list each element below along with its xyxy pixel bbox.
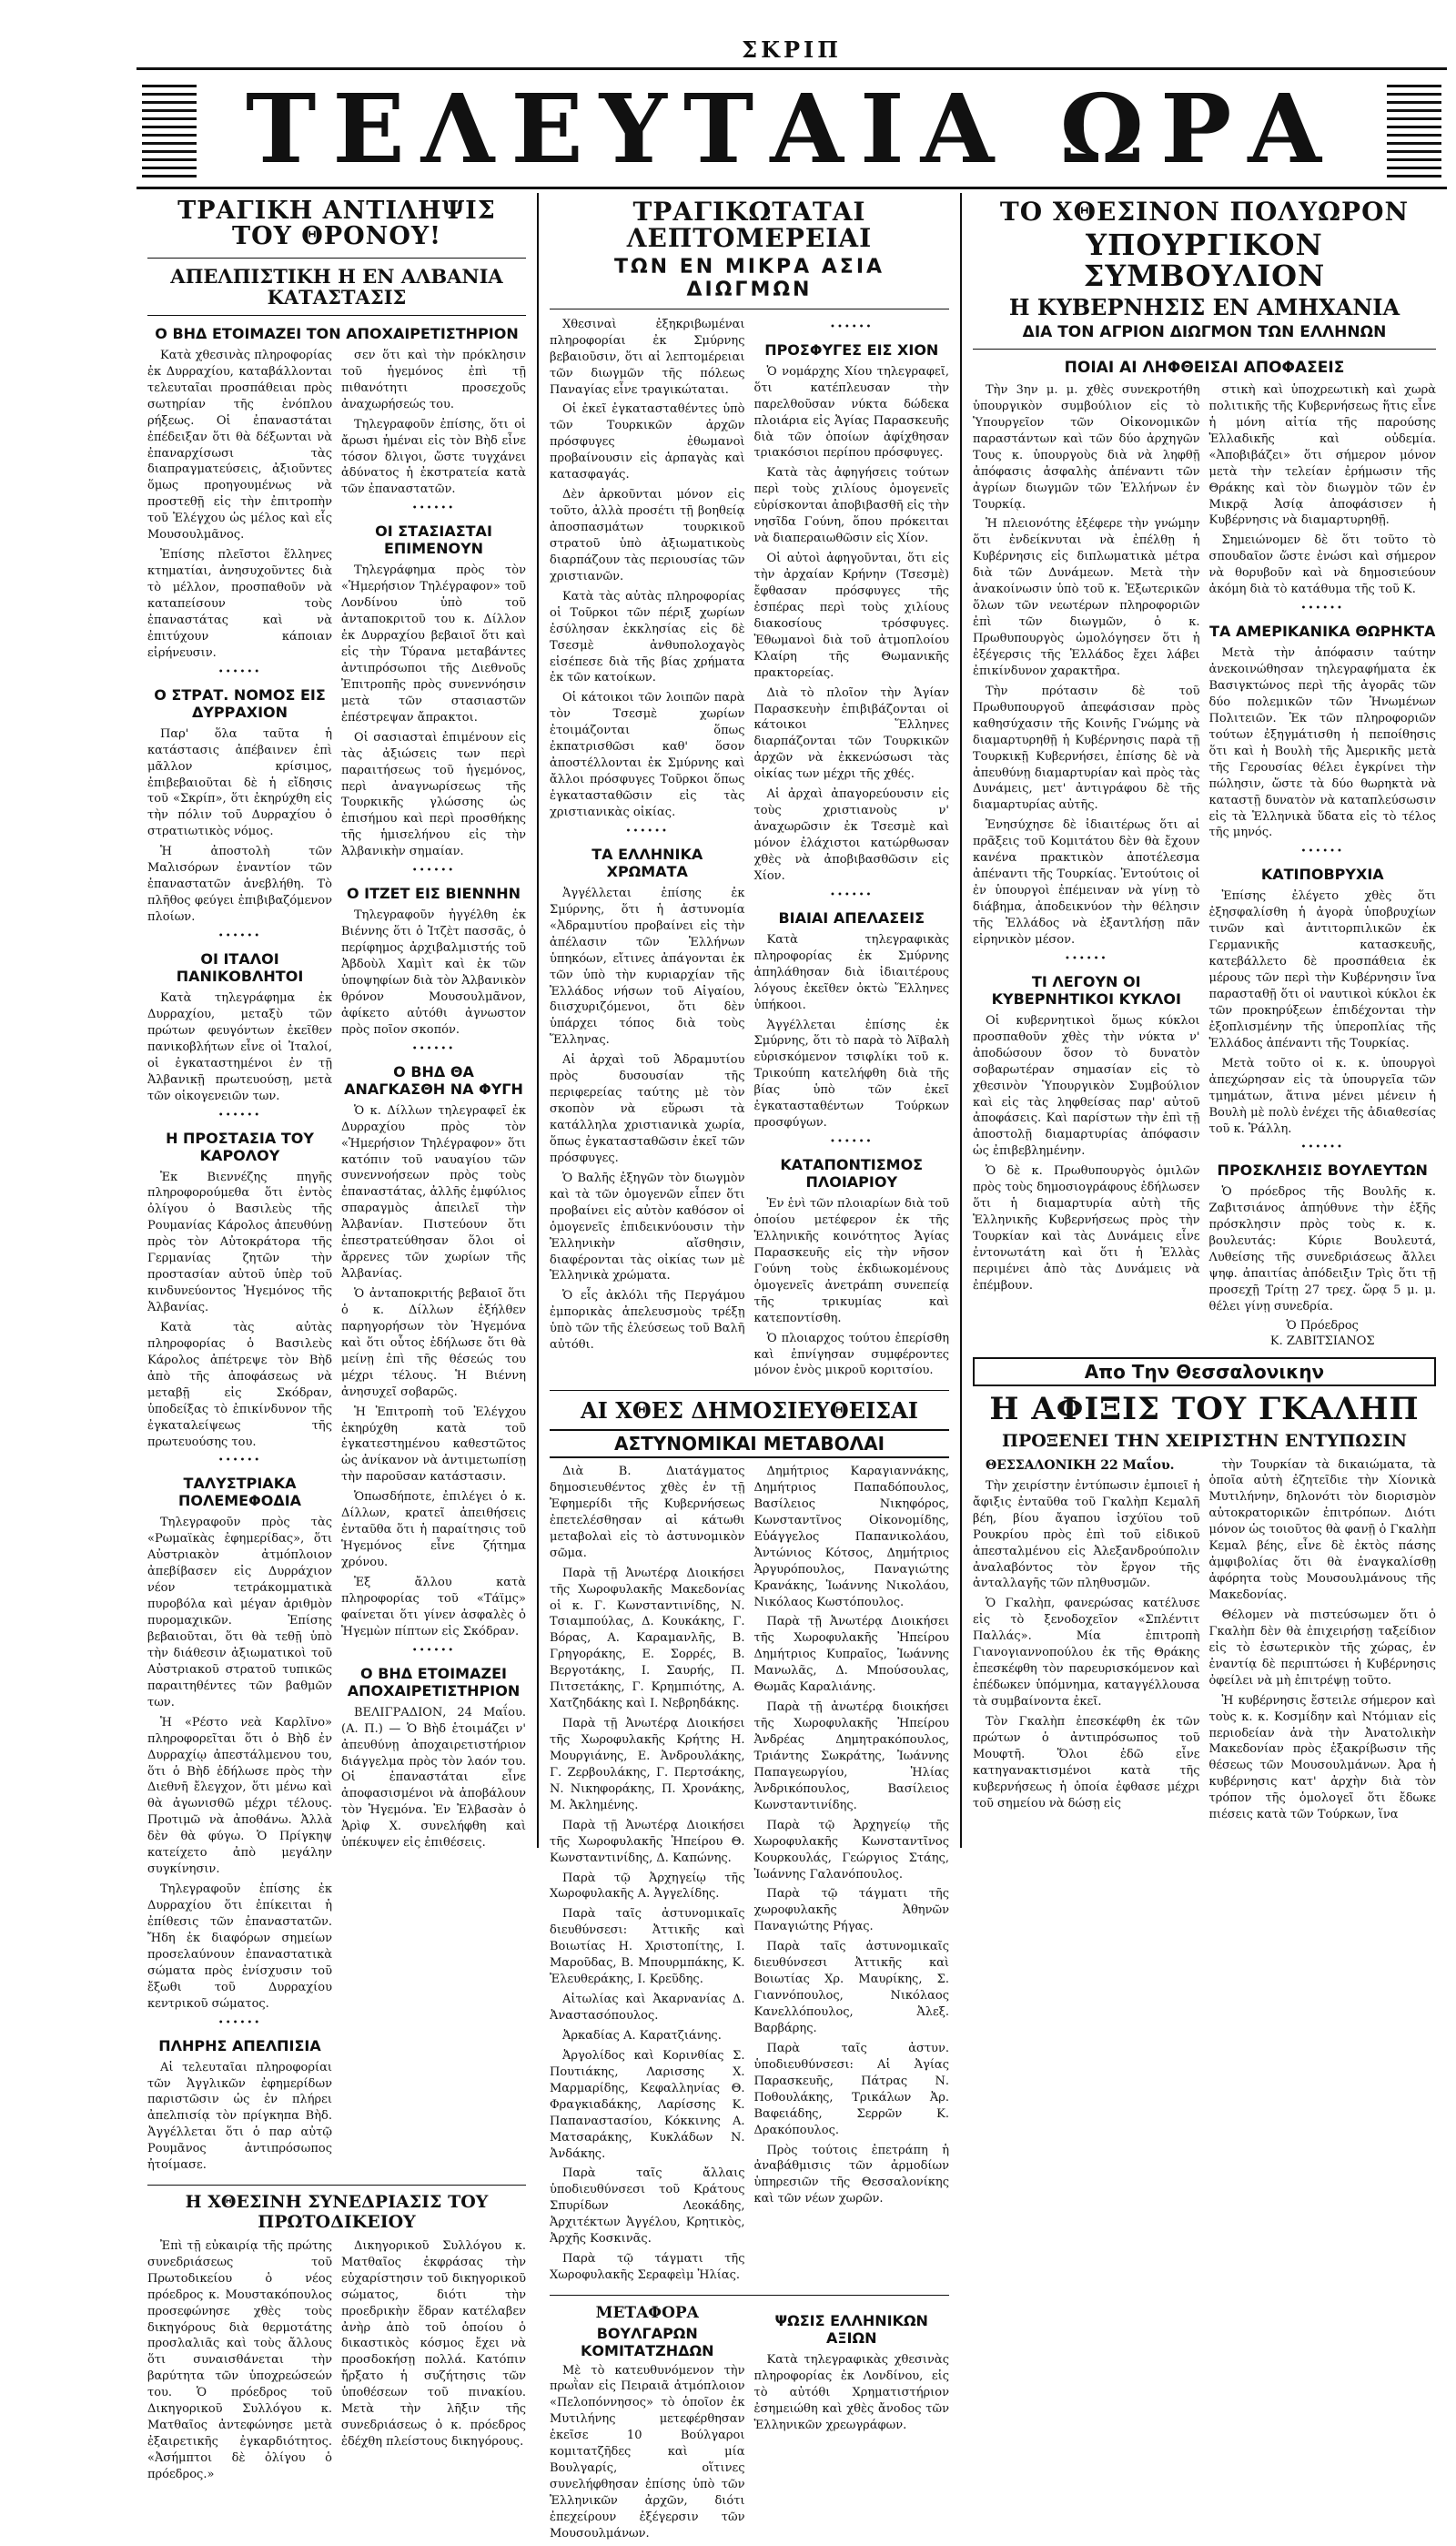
paragraph: Παρὰ τῷ τάγματι τῆς χωροφυλακῆς Ἀθηνῶν Παναγιώτης Ρήγας.	[753, 1887, 949, 1934]
paragraph: Παρὰ τῇ Ἀνωτέρᾳ Διοικήσει τῆς Χωροφυλακῆς Ἠπείρου Θ. Κωνσταντινίδης, Δ. Καπώνης.	[550, 1818, 745, 1865]
paragraph: Παρὰ ταῖς ἄλλαις ὑποδιευθύνσεσι τοῦ Κράτους Σπυρίδων Λεοκάδης, Ἀρχιτέκτων Ἀγγέλου, Κρητικὸς, Ἀρχῆς Κοσκινᾶς.	[550, 2166, 745, 2247]
article-3-decisions: ΠΟΙΑΙ ΑΙ ΛΗΦΘΕΙΣΑΙ ΑΠΟΦΑΣΕΙΣ	[1064, 358, 1345, 377]
section-heading: ΠΡΟΣΦΥΓΕΣ ΕΙΣ ΧΙΟΝ	[764, 340, 939, 359]
separator-ornament: ••••••	[830, 321, 874, 332]
column-3	[960, 193, 1447, 1848]
paragraph: Θέλομεν νὰ πιστεύσωμεν ὅτι ὁ Γκαλὴπ δὲν θὰ ἐπιχειρήσῃ ταξείδιον εἰς τὸ ἐσωτερικὸν τῆς χώρας, ἐν ἐναντίᾳ δὲ περιπτώσει ἡ Κυβέρνησις ὀφείλει νὰ μὴ ἐπιτρέψῃ τοῦτο.	[1208, 1608, 1436, 1688]
paragraph: Διὰ Β. Διατάγματος δημοσιευθέντος χθὲς ἐν τῇ Ἐφημερίδι τῆς Κυβερνήσεως ἐπετελέσθησαν αἱ κάτωθι μεταβολαὶ εἰς τὸ ἀστυνομικὸν σῶμα.	[550, 1465, 745, 1560]
paragraph: Κατὰ τηλεγραφικὰς πληροφορίας ἐκ Σμύρνης ἀπηλάθησαν διὰ ἰδιαιτέρους λόγους ἐκεῖθεν ὀκτὼ Ἕλληνες ὑπήκοοι.	[753, 932, 949, 1012]
transfer-subheadline: ΒΟΥΛΓΑΡΩΝ ΚΟΜΙΤΑΤΖΗΔΩΝ	[581, 2324, 714, 2359]
paragraph: Παρὰ τῇ Ἀνωτέρᾳ Διοικήσει τῆς Χωροφυλακῆς Μακεδονίας οἱ κ. Γ. Κωνσταντινίδης, Ν. Τσιαμπούλας, Δ. Κουκάκης, Γ. Βόρας, Α. Καραμανλῆς, Β. Γρηγοράκης, Ε. Σορρές, Β. Βεργοτάκης, Ι. Σαυρής, Π. Πιτσετάκης, Γ. Κρημπιότης, Α. Χατζηδάκης καὶ Ι. Νεβρηδάκης.	[550, 1566, 745, 1711]
paragraph: Αἱ τελευταῖαι πληροφορίαι τῶν Ἀγγλικῶν ἐφημερίδων παριστῶσιν ὡς ἐν πλήρει ἀπελπισίᾳ τὸν πρίγκηπα Βὴδ. Ἀγγέλλεται ὅτι ὁ παρ αὐτῷ Ρουμᾶνος ἀντιπρόσωπος ἠτοίμασε.	[147, 2060, 332, 2173]
paragraph: Ἐπίσης πλεῖστοι ἕλληνες κτηματίαι, ἀνησυχοῦντες διὰ τὸ μέλλον, προσπαθοῦν νὰ καταπείσουν τοὺς ἐπαναστάτας καὶ νὰ ἐπιτύχουν κάποιαν εἰρήνευσιν.	[147, 548, 332, 660]
separator-ornament: ••••••	[217, 930, 262, 941]
paragraph: Χθεσιναὶ ἐξηκριβωμέναι πληροφορίαι ἐκ Σμύρνης βεβαιοῦσιν, ὅτι αἱ λεπτομέρειαι τῶν διωγμῶν τῆς πόλεως Παναγίας εἶνε τραγικώταται.	[550, 317, 745, 397]
separator-ornament: ••••••	[411, 503, 456, 514]
section-heading: ΟΙ ΣΤΑΣΙΑΣΤΑΙ ΕΠΙΜΕΝΟΥΝ	[375, 522, 492, 558]
signature-name: Κ. ΖΑΒΙΤΣΙΑΝΟΣ	[1269, 1334, 1375, 1348]
paragraph: Σημειώνομεν δὲ ὅτι τοῦτο τὸ σπουδαῖον ὥστε ἐνώσι καὶ σήμερον νὰ θορυβοῦν καὶ νὰ δημοσιεύουν ἀκόμη διὰ τὸ κατάθυμα τῆς τοῦ Κ.	[1208, 533, 1436, 597]
article-3-right	[1209, 382, 1437, 1350]
separator-ornament: ••••••	[217, 666, 262, 677]
paragraph: Τηλεγράφημα πρὸς τὸν «Ἡμερήσιον Τηλέγραφον» τοῦ Λονδίνου ὑπὸ τοῦ ἀνταποκριτοῦ του κ. Δίλλον ἐκ Δυρραχίου βεβαιοῖ ὅτι καὶ εἰς τὴν Τύρανα μεταβάντες ἀντιπρόσωποι τῆς Διεθνοῦς Ἐπιτροπῆς πρὸς συνεννόησιν μετὰ τῶν στασιαστῶν ἐπέστρεψαν ἄπρακτοι.	[341, 563, 526, 725]
article-3-kicker: Η ΚΥΒΕΡΝΗΣΙΣ ΕΝ ΑΜΗΧΑΝΙΑ	[1008, 293, 1400, 320]
paragraph: Ὁ νομάρχης Χίου τηλεγραφεῖ, ὅτι κατέπλευσαν τὴν παρελθοῦσαν νύκτα δώδεκα πλοιάρια εἰς Ἁγίας Παρασκευῆς διὰ τῶν ὁποίων ἀφίχθησαν τριακόσιοι περίπου πρόσφυγες.	[753, 364, 949, 461]
article-1-body	[147, 348, 526, 2177]
article-1-right	[341, 348, 526, 2177]
separator-ornament: ••••••	[625, 826, 669, 837]
article-3-deck: ΔΙΑ ΤΟΝ ΑΓΡΙΟΝ ΔΙΩΓΜΟΝ ΤΩΝ ΕΛΛΗΝΩΝ	[1022, 322, 1387, 341]
paragraph: Ὁ Βαλῆς ἐξηγῶν τὸν διωγμὸν καὶ τὰ τῶν ὁμογενῶν εἶπεν ὅτι προβαίνει εἰς αὐτὸν καθόσον οἱ ὁμογενεῖς ἐπιδεικνύουσιν τὴν Ἑλληνικὴν αἴσθησιν, διαφέρονται τὰς οἰκίας των μὲ Ἑλληνικὰ χρώματα.	[550, 1171, 745, 1283]
paragraph: Κατὰ τὰς αὐτὰς πληροφορίας ὁ Βασιλεὺς Κάρολος ἀπέτρεψε τὸν Βὴδ ἀπὸ τῆς ἀποφάσεως νὰ μεταβῇ εἰς Σκόδραν, ὑποδείξας τὸ ἐπικίνδυνον τῆς ἐγκαταλείψεως τῆς πρωτευούσης του.	[147, 1320, 332, 1449]
masthead-title: ΤΕΛΕΥΤΑΙΑ ΩΡΑ	[136, 67, 1447, 189]
police-left	[550, 1464, 745, 2287]
article-2-headline: ΤΡΑΓΙΚΩΤΑΤΑΙ ΛΕΠΤΟΜΕΡΕΙΑΙ	[626, 197, 873, 254]
separator-ornament: ••••••	[1300, 604, 1344, 614]
paragraph: Ἐξ ἄλλου κατὰ πληροφορίας τοῦ «Τάϊμς» φαίνεται ὅτι γίνεν ἀσφαλὲς ὁ Ἡγεμὼν πίπτων εἰς Σκόδραν.	[341, 1575, 526, 1638]
paragraph: Οἱ αὐτοὶ ἀφηγοῦνται, ὅτι εἰς τὴν ἀρχαίαν Κρήνην (Τσεσμὲ) ἔφθασαν πρόσφυγες τῆς ἐσπέρας περὶ τοὺς χιλίους διακοσίους τρόσφυγες. Ἐθωμανοὶ διὰ τοῦ ἀτμοπλοίου Κλαίρη τῆς Θωμανικῆς πρακτορείας.	[753, 552, 949, 680]
paragraph: Πρὸς τούτοις ἐπετράπη ἡ ἀναβάθμισις τῶν ἀρμοδίων ὑπηρεσιῶν τῆς Θεσσαλονίκης καὶ τῶν νέων χωρῶν.	[753, 2143, 949, 2206]
paragraph: Αἰτωλίας καὶ Ἀκαρνανίας Δ. Ἀναστασόπουλος.	[550, 1993, 745, 2023]
paragraph: Κατὰ χθεσινὰς πληροφορίας ἐκ Δυρραχίου, καταβάλλονται τελευταῖαι προσπάθειαι πρὸς σωτηρίαν τῆς ἐνόπλου ρήξεως. Οἱ ἐπαναστάται ἐπέδειξαν ὅτι θὰ δέξωνται νὰ ἐπαναρχίσωσι τὰς διαπραγματεύσεις, ἀξιοῦντες ὅμως προηγουμένως νὰ προστεθῇ εἰς τὴν ἐπιτροπὴν τοῦ Ἐλέγχου ὡς μέλος καὶ εἷς Μουσουλμᾶνος.	[147, 348, 332, 543]
separator-ornament: ••••••	[411, 866, 456, 877]
columns	[136, 193, 1447, 2541]
column-2	[537, 193, 960, 2541]
article-1-kicker: Ο ΒΗΔ ΕΤΟΙΜΑΖΕΙ ΤΟΝ ΑΠΟΧΑΙΡΕΤΙΣΤΗΡΙΟΝ	[155, 324, 519, 342]
paragraph: ΒΕΛΙΓΡΑΔΙΟΝ, 24 Μαΐου. (Α. Π.) — Ὁ Βὴδ ἑτοιμάζει ν' ἀπευθύνῃ ἀποχαιρετιστήριον διάγγελμα πρὸς τὸν λαόν του. Οἱ ἐπαναστάται εἶνε ἀποφασισμένοι νὰ ἀποβάλουν τὸν Ἡγεμόνα. Ἐν Ἐλβασὰν ὁ Ἀρὶφ Χ. συνελήφθη καὶ ὑπέκυψεν εἰς ἐπιθέσεις.	[341, 1705, 526, 1851]
divider	[550, 1390, 949, 1391]
separator-ornament: ••••••	[1065, 953, 1108, 964]
dateline: ΘΕΣΣΑΛΟΝΙΚΗ 22 Μαΐου.	[986, 1457, 1175, 1473]
paragraph: Παρὰ τῷ τάγματι τῆς Χωροφυλακῆς Σεραφεὶμ Ἠλίας.	[550, 2252, 745, 2283]
court-headline: Η ΧΘΕΣΙΝΗ ΣΥΝΕΔΡΙΑΣΙΣ ΤΟΥ ΠΡΩΤΟΔΙΚΕΙΟΥ	[185, 2192, 489, 2232]
stocks-text: Κατὰ τηλεγραφικὰς χθεσινὰς πληροφορίας ἐκ Λονδίνου, εἰς τὸ αὐτόθι Χρηματιστήριον ἐσημειώθη καὶ χθὲς ἄνοδος τῶν Ἑλληνικῶν χρεωγράφων.	[753, 2353, 949, 2432]
separator-ornament: ••••••	[217, 2017, 262, 2028]
paragraph: Τηλεγραφοῦν πρὸς τὰς «Ρωμαϊκὰς ἐφημερίδας», ὅτι Αὐστριακὸν ἀτμόπλοιον ἀπεβίβασεν εἰς Δυρράχιον νέον τετράκομματικὰ πυροβόλα καὶ μέγαν ἀριθμὸν πυρομαχικῶν. Ἐπίσης βεβαιοῦται, ὅτι θὰ τεθῇ ὑπὸ τὴν διάθεσιν ἀξιωματικοὶ τοῦ Αὐστριακοῦ στρατοῦ τυπικῶς παραιτηθέντες τῶν βαθμῶν των.	[147, 1516, 332, 1709]
separator-ornament: ••••••	[1300, 1142, 1344, 1153]
police-subheadline: ΑΣΤΥΝΟΜΙΚΑΙ ΜΕΤΑΒΟΛΑΙ	[550, 1429, 949, 1458]
article-3-right-text	[1209, 382, 1437, 1315]
paragraph: Τὴν χειρίστην ἐντύπωσιν ἐμποιεῖ ἡ ἄφιξις ἐνταῦθα τοῦ Γκαλὴπ Κεμαλῆ βέη, βίου ἄγαπου ἰσχύϊου τοῦ Ρουκρίου πρὸς ἐπὶ τοῦ εἰδικοῦ ἀπεσταλμένου εἰς Ἀλεξανδρούπολιν ἀναλαβόντος τὸν ἔργον τῆς ἀνταλλαγῆς τῶν πληθυσμῶν.	[973, 1478, 1200, 1591]
signature-title: Ὁ Πρόεδρος	[1286, 1318, 1359, 1333]
paragraph: Ἀργολίδος καὶ Κορινθίας Σ. Πουτιάκης, Λαρισσης Χ. Μαρμαρίδης, Κεφαλληνίας Θ. Φραγκιαδάκης, Λαρίσσης Κ. Παπαναστασίου, Κόκκινης Α. Ματσαράκης, Κυκλάδων Ν. Ἀνδάκης.	[550, 2048, 745, 2161]
police-body	[550, 1464, 949, 2287]
section-heading: ΤΑΛΥΣΤΡΙΑΚΑ ΠΟΛΕΜΕΦΟΔΙΑ	[177, 1475, 302, 1510]
separator-ornament: ••••••	[830, 1137, 874, 1148]
divider	[147, 258, 526, 259]
paragraph: Παρὰ τῇ Ἀνωτέρᾳ Διοικήσει τῆς Χωροφυλακῆς Κρήτης Η. Μουργιάνης, Ε. Ἀνδρουλάκης, Γ. Ζερβουλάκης, Γ. Περτσάκης, Ν. Νικηφοράκης, Π. Χρονάκης, Μ. Ἀκλημένης.	[550, 1717, 745, 1812]
paragraph: Ὁ πλοιαρχος τούτου ἐπερίσθη καὶ ἐπνίγησαν συμφέροντες μόνον ἐνὸς μικροῦ κοριτσίου.	[753, 1331, 949, 1378]
paragraph: Ἀρκαδίας Α. Καρατζιάνης.	[562, 2028, 722, 2043]
thessaloniki-subheadline: ΠΡΟΞΕΝΕΙ ΤΗΝ ΧΕΙΡΙΣΤΗΝ ΕΝΤΥΠΩΣΙΝ	[1002, 1430, 1407, 1451]
section-heading: ΠΡΟΣΚΛΗΣΙΣ ΒΟΥΛΕΥΤΩΝ	[1217, 1161, 1428, 1180]
article-1-headline: ΤΡΑΓΙΚΗ ΑΝΤΙΛΗΨΙΣ ΤΟΥ ΘΡΟΝΟΥ!	[177, 197, 496, 251]
paragraph: Ὁ πρόεδρος τῆς Βουλῆς κ. Ζαβιτσιάνος ἀπηύθυνε τὴν ἑξῆς πρόσκλησιν πρὸς τοὺς κ. κ. βουλευτάς: Κύριε Βουλευτά, Λυθείσης τῆς συνεδριάσεως ἄλλει ψηφ. ἀπαιτίας ἀπόδειξιν Τρὶς ὅτι τῇ προσεχῇ Τρίτῃ 27 τρεχ. ὥρᾳ 5 μ. μ. θέλει γίνῃ συνεδρία.	[1208, 1185, 1436, 1314]
transfer-text: Μὲ τὸ κατευθυνόμενον τὴν πρωῒαν εἰς Πειραιᾶ ἀτμόπλοιον «Πελοπόννησος» τὸ ὁποῖον ἐκ Μυτιλήνης μετεφέρθησαν ἐκεῖσε 10 Βούλγαροι κομιτατζῆδες καὶ μία Βουλγαρίς, οἵτινες συνελήφθησαν ἐπίσης ὑπὸ τῶν Ἑλληνικῶν ἀρχῶν, διότι ἐπεχείρουν ἐξέγερσιν τῶν Μουσουλμάνων.	[550, 2363, 745, 2541]
separator-ornament: ••••••	[217, 1456, 262, 1466]
paragraph: Ἐπίσης ἐλέγετο χθὲς ὅτι ἐξησφαλίσθη ἡ ἀγορὰ ὑποβρυχίων τινῶν καὶ ἀντιτορπιλικῶν ἐκ Γερμανικῆς κατασκευῆς, κατεβάλλετο δὲ προσπάθεια ἐκ μέρους τῶν περὶ τὴν Κυβέρνησιν ἵνα παρασταθῇ ὅτι οἱ ναυτικοὶ κύκλοι ἐκ τῶν προκηρύξεων ἐπιδέχονται τὴν ἐξοπλισμένην τῆς ὑπεροπλίας τῆς Ἑλλάδος ἀπέναντι τῆς Τουρκίας.	[1208, 889, 1436, 1050]
section-heading: ΤΙ ΛΕΓΟΥΝ ΟΙ ΚΥΒΕΡΝΗΤΙΚΟΙ ΚΥΚΛΟΙ	[991, 972, 1181, 1008]
section-heading: ΤΑ ΑΜΕΡΙΚΑΝΙΚΑ ΘΩΡΗΚΤΑ	[1209, 623, 1436, 641]
paragraph: Παρὰ ταῖς ἀστυνομικαῖς διευθύνσεσι: Ἀττικῆς καὶ Βοιωτίας Η. Χριστοπίτης, Ι. Μαροῦδας, Β. Μπουρμπάκης, Κ. Ἐλευθεράκης, Ι. Κρεῦδης.	[550, 1907, 745, 1987]
paragraph: Οἱ κάτοικοι τῶν λοιπῶν παρὰ τὸν Τσεσμὲ χωρίων ἐτοιμάζονται ὅπως ἐκπατρισθῶσι καθ' ὅσον ἀποστέλλονται ἐκ Σμύρνης καὶ ἄλλοι πρόσφυγες Τοῦρκοι ὅπως ἐγκατασταθῶσιν εἰς τὰς χριστιανικὰς οἰκίας.	[550, 691, 745, 819]
paragraph: Ἀγγέλλεται ἐπίσης ἐκ Σμύρνης, ὅτι ἡ ἀστυνομία «Ἀδραμυτίου προβαίνει εἰς τὴν ἀπέλασιν τῶν Ἑλλήνων ὑπηκόων, εἴτινες ἀπάγονται ἐκ τῶν ὑπὸ τὴν κυριαρχίαν τῆς Ἑλλάδος νήσων τοῦ Αἰγαίου, διισχυριζόμενοι, ὅτι δὲν ὑπάρχει τόπος διὰ τοὺς Ἕλληνας.	[550, 886, 745, 1048]
article-2-left	[550, 317, 745, 1384]
paragraph: Ὁ ἀνταποκριτής βεβαιοῖ ὅτι ὁ κ. Δίλλων ἐξήλθεν παρηγορήσων τὸν Ἡγεμόνα καὶ ὅτι οὗτος ἐδήλωσε ὅτι θὰ μείνῃ ἐπὶ τῆς θέσεώς του μέχρι τέλους. Ἡ Βιέννη ἀνησυχεῖ σοβαρῶς.	[341, 1287, 526, 1399]
paragraph: Οἱ σασιασταὶ ἐπιμένουν εἰς τὰς ἀξιώσεις των περὶ παραιτήσεως τοῦ ἡγεμόνος, περὶ ἀναγνωρίσεως τῆς Τουρκικῆς γλώσσης ὡς ἐπισήμου καὶ περὶ προσθήκης τῆς ἡμισελήνου εἰς τὴν Ἀλβανικὴν σημαίαν.	[341, 730, 526, 859]
section-heading: Ο ΙΤΖΕΤ ΕΙΣ ΒΙΕΝΝΗΝ	[346, 885, 521, 903]
section-heading: ΚΑΤΙΠΟΒΡΥΧΙΑ	[1260, 866, 1384, 884]
article-2-subheadline: ΤΩΝ ΕΝ ΜΙΚΡΑ ΑΣΙΑ ΔΙΩΓΜΩΝ	[613, 255, 885, 301]
paragraph: σεν ὅτι καὶ τὴν πρόκλησιν τοῦ ἡγεμόνος ἐπὶ τῇ πιθανότητι προσεχοῦς ἀναχωρήσεώς του.	[341, 348, 526, 411]
article-3-body	[973, 382, 1436, 1350]
police-headline: ΑΙ ΧΘΕΣ ΔΗΜΟΣΙΕΥΘΕΙΣΑΙ	[581, 1397, 918, 1425]
paragraph: Ἀγγέλλεται ἐπίσης ἐκ Σμύρνης, ὅτι τὸ παρὰ τὸ Ἀϊβαλὴ εὑρισκόμενον τσιφλίκι τοῦ κ. Τρικούπη κατελήφθη διὰ τῆς βίας ὑπὸ τῶν ἐκεῖ ἐγκατασταθέντων Τούρκων προσφύγων.	[753, 1018, 949, 1131]
paragraph: Παρὰ τῇ ἀνωτέρᾳ διοικήσει τῆς Χωροφυλακῆς Ἠπείρου Ἀνδρέας Δημητρακόπουλος, Τριάντης Σωκράτης, Ἰωάννης Παπαγεωργίου, Ἠλίας Ἀνδρικόπουλος, Βασίλειος Κωνσταντινίδης.	[753, 1700, 949, 1812]
section-heading: Η ΠΡΟΣΤΑΣΙΑ ΤΟΥ ΚΑΡΟΛΟΥ	[166, 1129, 314, 1164]
section-heading: ΟΙ ΙΤΑΛΟΙ ΠΑΝΙΚΟΒΛΗΤΟΙ	[176, 949, 304, 985]
newspaper-page	[136, 36, 1447, 2541]
paragraph: Κατὰ τὰς ἀφηγήσεις τούτων περὶ τοὺς χιλίους ὁμογενεῖς εὑρίσκονται ἀποβιβασθῆ εἰς τὴν νησῖδα Γούνη, ὅπου πρόκειται νὰ διαπεραιωθῶσιν εἰς Χίον.	[753, 466, 949, 546]
section-heading: Ο ΒΗΔ ΘΑ ΑΝΑΓΚΑΣΘΗ ΝΑ ΦΥΓΗ	[344, 1062, 523, 1098]
column-1	[136, 193, 537, 2481]
thessaloniki-right	[1209, 1457, 1437, 1828]
court-body	[147, 2238, 526, 2487]
article-2-body	[550, 317, 949, 1384]
paragraph: Αἱ ἀρχαὶ τοῦ Ἀδραμυτίου πρὸς δυσουσίαν τῆς περιφερείας ταύτης μὲ τὸν σκοπὸν νὰ εὕρωσι τὰ κατάλληλα χριστιανικὰ χωρία, ὅπως ἐγκατασταθῶσιν ἐκεῖ τῶν πρόσφυγες.	[550, 1053, 745, 1165]
paragraph: Παρὰ ταῖς ἀστυν. ὑποδιευθύνσεσι: Αἱ Ἀγίας Παρασκευῆς, Πάτρας Ν. Ποθουλάκης, Τρικάλων Ἀρ. Βαφειάδης, Σερρῶν Κ. Δρακόπουλος.	[753, 2041, 949, 2137]
paragraph: Μετὰ τοῦτο οἱ κ. κ. ὑπουργοὶ ἀπεχώρησαν εἰς τὰ ὑπουργεῖα τῶν τμημάτων, ἅτινα μένει μένειν ἡ Βουλὴ μὲ πολὺ ἐνέχει τῆς ἀδιαθεσίας τοῦ κ. Ῥάλλη.	[1208, 1056, 1436, 1136]
paragraph: Ὁ δὲ κ. Πρωθυπουργὸς ὁμιλῶν πρὸς τοὺς δημοσιογράφους ἐδήλωσεν ὅτι ἡ διαμαρτυρία αὐτὴ τῆς Ἑλληνικῆς Κυβερνήσεως πρὸς τὴν Τουρκίαν καὶ τὰς Δυνάμεις εἶνε ἐντονωτάτη καὶ ὅτι ἡ Ἑλλὰς περιμένει ἀπὸ τὰς Δυνάμεις νὰ ἐπέμβουν.	[973, 1164, 1200, 1293]
paragraph: Παρὰ τῷ Ἀρχηγείῳ τῆς Χωροφυλακῆς Α. Ἀγγελίδης.	[550, 1871, 745, 1902]
court-text-left: Ἐπὶ τῇ εὐκαιρίᾳ τῆς πρώτης συνεδριάσεως τοῦ Πρωτοδικείου ὁ νέος πρόεδρος κ. Μουστακόπουλος προσεφώνησε χθὲς τοὺς δικηγόρους διὰ θερμοτάτης προσλαλιᾶς καὶ τοὺς ἄλλους ὅτι συναισθάνεται τὴν βαρύτητα τῶν ὑποχρεώσεών του. Ὁ πρόεδρος τοῦ Δικηγορικοῦ Συλλόγου κ. Ματθαῖος ἀντεφώνησε μετὰ ἐξαιρετικῆς ἐγκαρδιότητος. «Ἀσήμπτοι δὲ ὀλίγου ὁ πρόεδρος.»	[147, 2238, 332, 2481]
article-3-headline: ΤΟ ΧΘΕΣΙΝΟΝ ΠΟΛΥΩΡΟΝ	[999, 197, 1410, 227]
paragraph: Τηλεγραφοῦν ἐπίσης ἐκ Δυρραχίου ὅτι ἐπίκειται ἡ ἐπίθεσις τῶν ἐπαναστατῶν. Ἤδη ἐκ διαφόρων σημείων προσελαύνουν ἐπαναστατικὰ σώματα πρὸς ἐνίσχυσιν τοῦ ἔξωθι τοῦ Δυρραχίου κεντρικοῦ σώματος.	[147, 1882, 332, 2011]
paragraph: Ἡ πλειονότης ἐξέφερε τὴν γνώμην ὅτι ἐνδείκνυται νὰ ἐπέλθῃ ἡ Κυβέρνησις εἰς διπλωματικὰ μέτρα διὰ τῶν Δυνάμεων. Μετὰ τὴν ἀνακοίνωσιν ὑπὸ τοῦ κ. Ἐξωτερικῶν ὅλων τῶν νεωτέρων πληροφοριῶν ἐπὶ τῶν διωγμῶν, ὁ κ. Πρωθυπουργὸς ὡμολόγησεν ὅτι ἡ ἐξέγερσις τῆς Ἑλλάδος ἔχει λάβει ἐπικίνδυνον χαρακτῆρα.	[973, 517, 1200, 678]
paragraph: τὴν Τουρκίαν τὰ δικαιώματα, τὰ ὁποῖα αὐτὴ ἐζητεῖδιε τὴν Χίονικὰ Μυτιλήνην, δηλονότι τὸν διορισμὸν αὐτοκρατορικῶν ἐπιτρόπων. Διότι μόνον ὡς τοιοῦτος θὰ φανῇ ὁ Γκαλὴπ Κεμαλ βέης, εἶνε δὲ ἐκτὸς πάσης ἀμφιβολίας ὅτι θὰ ἐναγκαλίσθῃ ἀφόρητα τοὺς Μουσουλμάνους τῆς Μακεδονίας.	[1208, 1457, 1436, 1602]
separator-ornament: ••••••	[830, 889, 874, 900]
divider	[147, 2185, 526, 2186]
paragraph: Παρὰ τῇ Ἀνωτέρᾳ Διοικήσει τῆς Χωροφυλακῆς Ἠπείρου Δημήτριος Κυπραῖος, Ἰωάννης Μανωλᾶς, Δ. Μπούσουλας, Θωμᾶς Καραλιάνης.	[753, 1615, 949, 1695]
divider	[550, 2295, 949, 2296]
paragraph: Ἐνησύχησε δὲ ἰδιαιτέρως ὅτι αἱ πρᾶξεις τοῦ Κομιτάτου δὲν θὰ ἔχουν κανένα πρακτικὸν ἀποτέλεσμα ἀπέναντι τῆς Τουρκίας. Ἐντούτοις οἱ ἐν ὑπουργοὶ ἐπέμειναν νὰ γίνῃ τὸ διάβημα, ἀποδεικνύον τὴν θέλησιν τῆς Ἑλλάδος νὰ ἐξαντλήσῃ πᾶν εἰρηνικὸν μέσον.	[973, 818, 1200, 947]
bottom-briefs	[550, 2303, 949, 2546]
paragraph: Τὴν πρότασιν δὲ τοῦ Πρωθυπουργοῦ ἀπεφάσισαν πρὸς καθησύχασιν τῆς Κοινῆς Γνώμης νὰ διαμαρτυρηθῇ ἡ Κυβέρνησις παρὰ τῇ Τουρκικῇ Κυβερνήσει, ἐπίσης δὲ νὰ ἀπευθύνῃ διαμαρτυρίαν καὶ πρὸς τὰς Δυνάμεις, μετ' ἀντιγράφου δὲ τῆς διαμαρτυρίας αὐτῆς.	[973, 684, 1200, 813]
article-2-right	[754, 317, 950, 1384]
stocks-headline: ΨΩΣΙΣ ΕΛΛΗΝΙΚΩΝ ΑΞΙΩΝ	[774, 2312, 928, 2347]
paragraph: Ὁ εἷς ἀκλόλι τῆς Περγάμου ἐμπορικὰς ἀπελευσμοὺς τρέξῃ ὑπὸ τῶν τῆς ἐλεύσεως τοῦ Βαλῆ αὐτόθι.	[550, 1289, 745, 1353]
paragraph: Παρὰ τῷ Ἀρχηγείῳ τῆς Χωροφυλακῆς Κωνσταντῖνος Κουρκουλάς, Γεώργιος Στάης, Ἰωάννης Γαλανόπουλος.	[753, 1818, 949, 1882]
section-heading: ΠΛΗΡΗΣ ΑΠΕΛΠΙΣΙΑ	[158, 2036, 321, 2054]
separator-ornament: ••••••	[411, 1645, 456, 1656]
separator-ornament: ••••••	[217, 1110, 262, 1121]
article-1-subheadline: ΑΠΕΛΠΙΣΤΙΚΗ Η ΕΝ ΑΛΒΑΝΙΑ ΚΑΤΑΣΤΑΣΙΣ	[170, 264, 503, 309]
paragraph: Αἱ ἀρχαὶ ἀπαγορεύουσιν εἰς τοὺς χριστιανοὺς ν' ἀναχωρῶσιν ἐκ Τσεσμὲ καὶ μόνον ἐλάχιστοι κατώρθωσαν χθὲς νὰ ἀποβιβασθῶσιν εἰς Χίον.	[753, 787, 949, 883]
paragraph: Δημήτριος Καραγιαννάκης, Δημήτριος Παπαδόπουλος, Βασίλειος Νικηφόρος, Κωνσταντῖνος Οἰκονομίδης, Εὐάγγελος Παπανικολάου, Ἀντώνιος Κότσος, Δημήτριος Ἀργυρόπουλος, Παναγιώτης Κρανάκης, Ἰωάννης Νικολάου, Νικόλαος Κωστόπουλος.	[753, 1465, 949, 1609]
paragraph: Τηλεγραφοῦν ἐπίσης, ὅτι οἱ ἄρωσι ἡμέναι εἰς τὸν Βὴδ εἶνε τόσον δλιγοι, ὥστε τυγχάνει ἀδύνατος ἡ ἐκστρατεία κατὰ τῶν ἐπαναστατῶν.	[341, 417, 526, 497]
section-heading: ΚΑΤΑΠΟΝΤΙΣΜΟΣ ΠΛΟΙΑΡΙΟΥ	[780, 1156, 924, 1192]
paragraph: Οἱ κυβερνητικοὶ ὅμως κύκλοι προσπαθοῦν χθὲς τὴν νύκτα ν' ἀποδώσουν ὅσον τὸ δυνατὸν σοβαρωτέραν σημασίαν εἰς τὸ χθεσινὸν Ὑπουργικὸν Συμβούλιον καὶ εἰς τὰς ληφθείσας παρ' αὐτοῦ ἀποφάσεις. Καὶ παρίστων τὴν ἐπὶ τῇ ἀποστολῇ διαμαρτυρίας ἀπόφασιν ὡς ἐπιβεβλημένην.	[973, 1013, 1200, 1159]
divider	[973, 349, 1436, 350]
article-1-left	[147, 348, 332, 2177]
paragraph: Μετὰ τὴν ἀπόφασιν ταύτην ἀνεκοινώθησαν τηλεγραφήματα ἐκ Βασιγκτώνος περὶ τῆς ἀγορᾶς τῶν δύο πολεμικῶν τῶν Ἡνωμένων Πολιτειῶν. Ἐκ τῶν πληροφοριῶν τούτων ἐξηγμάτισθη ἡ πεποίθησις ὅτι καὶ ἡ Βουλὴ τῆς Ἀμερικῆς μετὰ τῆς Γερουσίας θέλει ἐγκρίνει τὴν πώλησιν, ὥστε τὰ δύο θωρηκτὰ νὰ καταστῇ δυνατὸν νὰ καταπλεύσωσιν εἰς τὰ Ἑλληνικὰ ὕδατα εἰς τὸ τέλος τῆς μηνός.	[1208, 646, 1436, 840]
paragraph: Τὸν Γκαλὴπ ἐπεσκέφθη ἐκ τῶν πρώτων ὁ ἀντιπρόσωπος τοῦ Μουφτῆ. Ὅλοι ἐδῶ εἶνε κατηγανακτισμένοι κατὰ τῆς κυβερνήσεως ἡ ὁποία ἐφθασε μέχρι τοῦ σημείου νὰ δώσῃ εἰς	[973, 1714, 1200, 1811]
paragraph: Ἡ Ἐπιτροπὴ τοῦ Ἐλέγχου ἐκηρύχθη κατὰ τοῦ ἐγκατεστημένου καθεστῶτος ὡς ἀνίκανον νὰ ἀντιμετωπίσῃ τὴν παροῦσαν κατάστασιν.	[341, 1405, 526, 1485]
thessaloniki-label: Απο Την Θεσσαλονικην	[973, 1357, 1436, 1386]
paragraph: Παρὰ ταῖς ἀστυνομικαῖς διευθύνσεσι Ἀττικῆς καὶ Βοιωτίας Χρ. Μαυρίκης, Σ. Γιαννόπουλος, Νικόλαος Κανελλόπουλος, Ἀλεξ. Βαρβάρης.	[753, 1940, 949, 2035]
paragraph: Τὴν 3ην μ. μ. χθὲς συνεκροτήθη ὑπουργικὸν συμβούλιον εἰς τὸ Ὑπουργεῖον τῶν Οἰκονομικῶν παραστάντων καὶ τῶν δύο ἀρχηγῶν Τους κ. ὑπουργοὺς διὰ νὰ ληφθῇ ἀπόφασις ἀσφαλὴς ἀπέναντι τῶν ἀγρίων διωγμῶν τῶν Ἑλλήνων ἐν Τουρκίᾳ.	[973, 382, 1200, 512]
paragraph: Ἡ ἀποστολὴ τῶν Μαλισόρων ἐναντίον τῶν ἐπαναστατῶν ἀνεβλήθη. Τὸ πλῆθος φεύγει ἐπιβιβαζόμενον πλοίων.	[147, 845, 332, 924]
divider	[147, 315, 526, 316]
paragraph: Ἡ «Ρέστο νεὰ Καρλῖνο» πληροφορεῖται ὅτι ὁ Βὴδ ἐν Δυρραχίῳ ἀπεστάλμενου του, ὅτι ὁ Βὴδ ἐδήλωσε πρὸς τὴν Διεθνῆ ἔλεγχον, ὅτι μένω καὶ θὰ ἀγωνισθῶ μέχρι τέλους. Προτιμῶ νὰ ἀποθάνω. Ἀλλὰ δὲν θὰ φύγω. Ὁ Πρίγκηψ κατείχετο ἀπὸ μεγάλην συγκίνησιν.	[147, 1715, 332, 1877]
transfer-headline: ΜΕΤΑΦΟΡΑ	[595, 2304, 699, 2322]
article-3-subheadline: ΥΠΟΥΡΓΙΚΟΝ ΣΥΜΒΟΥΛΙΟΝ	[1083, 228, 1326, 293]
court-text-right: Δικηγορικοῦ Συλλόγου κ. Ματθαῖος ἐκφράσας τὴν εὐχαρίστησιν τοῦ δικηγορικοῦ σώματος, διότι τὴν προεδρικὴν ἕδραν κατέλαβεν ἀνὴρ ἀπὸ τοῦ ὁποίου ὁ δικαστικὸς κόσμος ἔχει νὰ προσδοκήσῃ πολλά. Κατόπιν ἤρξατο ἡ συζήτησις τῶν ὑποθέσεων τοῦ πινακίου. Μετὰ τὴν λῆξιν τῆς συνεδριάσεως ὁ κ. πρόεδρος ἐδέχθη πλείστους δικηγόρους.	[341, 2238, 526, 2450]
paragraph: Οἱ ἐκεῖ ἐγκατασταθέντες ὑπὸ τῶν Τουρκικῶν ἀρχῶν πρόσφυγες ἐθωμανοὶ προβαίνουσιν εἰς ἁρπαγὰς καὶ κατασφαγάς.	[550, 402, 745, 482]
paragraph: Ἡ κυβέρνησις ἔστειλε σήμερον καὶ τοὺς κ. κ. Κοσμίδην καὶ Ντόμιαν εἰς περιοδείαν ἀνὰ τὴν Ἀνατολικὴν Μακεδονίαν πρὸς ἐξακρίβωσιν τῆς θέσεως τῶν Μουσουλμάνων. Ἀρα ἡ κυβέρνησις κατ' ἀρχὴν διὰ τὸν τρόπον τῆς ὁμολογεῖ ὅτι ἔδωκε πιέσεις κατὰ τῶν Τούρκων, ἵνα	[1208, 1693, 1436, 1822]
section-heading: Ο ΒΗΔ ΕΤΟΙΜΑΖΕΙ ΑΠΟΧΑΙΡΕΤΙΣΤΗΡΙΟΝ	[347, 1664, 521, 1699]
paragraph: στικὴ καὶ ὑποχρεωτικὴ καὶ χωρὰ πολιτικῆς τῆς Κυβερνήσεως ἥτις εἶνε ἡ μόνη αἰτία τῆς παρούσης Ἑλλαδικῆς καὶ οὐδεμία. «Ἀποβιβάζει» ὅτι σήμερον μόνον μετὰ τὴν τελείαν ἐρήμωσιν τῆς Θράκης καὶ τὸν διωγμὸν τῶν ἐν Μικρᾷ Ἀσίᾳ ἀποφάσισεν ἡ Κυβέρνησις νὰ διαμαρτυρηθῇ.	[1208, 382, 1436, 528]
paragraph: Ὁ κ. Δίλλων τηλεγραφεῖ ἐκ Δυρραχίου πρὸς τὸν «Ἡμερήσιον Τηλέγραφον» ὅτι κατόπιν τοῦ ναυαγίου τῶν συνεννοήσεων πρὸς τοὺς ἐπαναστάτας, ἀλλῆς ἐμφύλιος σπαραγμὸς ἀπειλεῖ τὴν Ἀλβανίαν. Πιστεύουν ὅτι ἐπεστρατεύθησαν ὅλοι οἱ ἄρρενες τῶν χωρίων τῆς Ἀλβανίας.	[341, 1103, 526, 1282]
paragraph: Ἐν ἑνὶ τῶν πλοιαρίων διὰ τοῦ ὁποίου μετέφερον ἐκ τῆς Ἑλληνικῆς κοινότητος Ἁγίας Παρασκευῆς εἰς τὴν νῆσον Γούνη τοὺς ἐκδιωκομένους ὁμογενεῖς ἀνετράπη συνεπείᾳ τῆς τρικυμίας καὶ κατεποντίσθη.	[753, 1197, 949, 1325]
section-heading: ΒΙΑΙΑΙ ΑΠΕΛΑΣΕΙΣ	[778, 908, 925, 927]
paragraph: Δὲν ἀρκοῦνται μόνον εἰς τοῦτο, ἀλλὰ προσέτι τῇ βοηθείᾳ ἀποσπασμάτων τουρκικοῦ στρατοῦ ὑπὸ ἀξιωματικοὺς διαρπάζουν τὰς περιουσίας τῶν χριστιανῶν.	[550, 488, 745, 583]
thessaloniki-left	[973, 1457, 1200, 1828]
thessaloniki-headline: Η ΑΦΙΞΙΣ ΤΟΥ ΓΚΑΛΗΠ	[989, 1390, 1420, 1427]
paragraph: Τηλεγραφοῦν ἠγγέλθη ἐκ Βιέννης ὅτι ὁ Ἰτζὲτ πασσᾶς, ὁ περίφημος ἀρχιβαλμιστής τοῦ Ἀβδοὺλ Χαμὶτ καὶ ἐκ τῶν ὑποψηφίων διὰ τὸν Ἀλβανικὸν θρόνον Μουσουλμᾶνον, ἀφίκετο αὐτόθι ἀγνωστον πρὸς ποῖον σκοπόν.	[341, 908, 526, 1037]
separator-ornament: ••••••	[411, 1043, 456, 1054]
paragraph: Ὁπωσδήποτε, ἐπιλέγει ὁ κ. Δίλλων, κρατεῖ ἀπειθήσεις ἐνταῦθα ὅτι ἡ παραίτησις τοῦ Ἡγεμόνος εἶνε ζήτημα χρόνου.	[341, 1490, 526, 1569]
section-heading: Ο ΣΤΡΑΤ. ΝΟΜΟΣ ΕΙΣ ΔΥΡΡΑΧΙΟΝ	[154, 685, 326, 721]
paragraph: Κατὰ τηλεγράφημα ἐκ Δυρραχίου, μεταξὺ τῶν πρώτων φευγόντων ἐκεῖθεν πανικοβλήτων εἶνε οἱ Ἰταλοί, οἱ ἐγκαταστημένοι ἐν τῇ Ἀλβανικῇ πρωτευούσῃ, μετὰ τῶν οἰκογενειῶν των.	[147, 990, 332, 1103]
paragraph: Διὰ τὸ πλοῖον τὴν Ἁγίαν Παρασκευὴν ἐπιβιβάζονται οἱ κάτοικοι Ἕλληνες διαρπάζονται τῶν Τουρκικῶν ἀρχῶν νὰ ἐκκενώσωσι τὰς οἰκίας των μέχρι τῆς χθές.	[753, 685, 949, 782]
paragraph: Ὁ Γκαλὴπ, φανερώσας κατέλυσε εἰς τὸ ξενοδοχεῖον «Σπλέντιτ Παλλάς». Μία ἐπιτροπὴ Γιανογιαννοπούλου ἐκ τῆς Θράκης ἐπεσκέφθη τὸν παρευρισκόμενον καὶ ἐπέδωκεν ὑπόμνημα, καταγγέλλουσα τὰ συμβαίνοντα ἐκεῖ.	[973, 1597, 1200, 1709]
paper-name: ΣΚΡΙΠ	[742, 36, 842, 63]
paragraph: Ἐκ Βιεννέζης πηγῆς πληροφορούμεθα ὅτι ἐντὸς ὀλίγου ὁ Βασιλεὺς τῆς Ρουμανίας Κάρολος ἀπευθύνῃ πρὸς τὸν Αὐτοκράτορα τῆς Γερμανίας ζητῶν τὴν προστασίαν αὐτοῦ ὑπὲρ τοῦ κινδυνεύοντος Ἡγεμόνος τῆς Ἀλβανίας.	[147, 1170, 332, 1314]
paragraph: Παρ' ὅλα ταῦτα ἡ κατάστασις ἀπέβαινεν ἐπὶ μᾶλλον κρίσιμος, ἐπιβεβαιοῦται δὲ ἡ εἴδησις τοῦ «Σκρίπ», ὅτι ἐκηρύχθη εἰς τὴν πόλιν τοῦ Δυρραχίου ὁ στρατιωτικὸς νόμος.	[147, 726, 332, 839]
paragraph: Κατὰ τὰς αὐτὰς πληροφορίας οἱ Τοῦρκοι τῶν πέριξ χωρίων ἐσύλησαν ἐκκλησίας εἰς δὲ Τσεσμὲ ἀνθυπολοχαγὸς εἰσέπεσε διὰ τῆς βίας χρήματα ἐκ τῶν κατοίκων.	[550, 589, 745, 685]
thessaloniki-body	[973, 1457, 1436, 1828]
section-heading: ΤΑ ΕΛΛΗΝΙΚΑ ΧΡΩΜΑΤΑ	[592, 845, 703, 880]
article-3-left	[973, 382, 1200, 1350]
separator-ornament: ••••••	[1300, 847, 1344, 857]
police-right	[754, 1464, 950, 2287]
